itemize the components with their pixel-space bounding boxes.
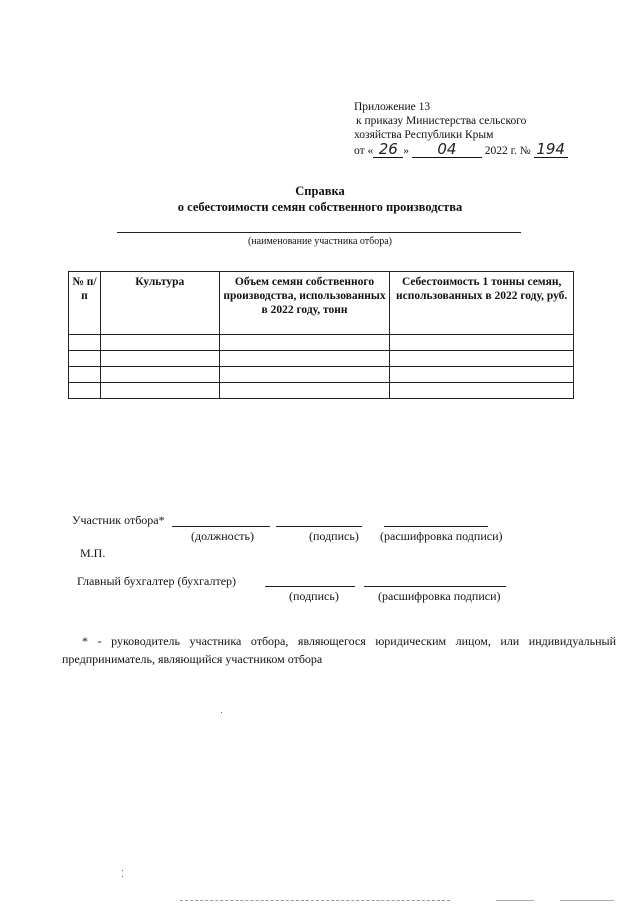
footnote-line-2: предприниматель, являющийся участником отбора (62, 652, 323, 666)
appendix-line-3: хозяйства Республики Крым (354, 129, 494, 141)
acc-signature-line (265, 586, 355, 587)
table-cell (390, 367, 574, 383)
table-cell (100, 367, 219, 383)
table-cell (69, 335, 101, 351)
table-cell (69, 367, 101, 383)
date-mid: » (403, 145, 409, 157)
table-cell (219, 383, 390, 399)
order-number: 194 (534, 143, 568, 158)
date-day: 26 (373, 143, 403, 158)
footnote (62, 632, 616, 668)
doc-title: Справка (295, 184, 345, 198)
acc-signature-caption: (подпись) (289, 589, 339, 603)
scan-edge-line (560, 900, 614, 901)
scan-edge-line (180, 900, 450, 901)
table-cell (219, 351, 390, 367)
header-volume: Объем семян собственного производства, использованных в 2022 году, тонн (219, 272, 390, 335)
decoding-line (384, 526, 488, 527)
appendix-line-1: Приложение 13 (354, 101, 431, 113)
table-row (69, 335, 574, 351)
cost-table (68, 271, 574, 399)
scan-dot (122, 870, 123, 871)
table-row (69, 383, 574, 399)
position-line (172, 526, 270, 527)
decoding-caption: (расшифровка подписи) (380, 529, 503, 543)
scan-edge-line (496, 900, 534, 901)
table-cell (100, 351, 219, 367)
table-header-row (69, 272, 574, 335)
acc-decoding-line (364, 586, 506, 587)
header-culture: Культура (100, 272, 219, 335)
scan-dot (122, 876, 123, 877)
participant-name-line (117, 232, 521, 233)
table-row (69, 351, 574, 367)
header-cost: Себестоимость 1 тонны семян, использованных в 2022 году, руб. (390, 272, 574, 335)
participant-label: Участник отбора* (72, 513, 165, 527)
table-cell (390, 383, 574, 399)
table-cell (69, 383, 101, 399)
date-prefix: от « (354, 145, 374, 157)
appendix-line-2: к приказу Министерства сельского (356, 115, 527, 127)
appendix-header (354, 100, 568, 158)
header-number: № п/п (69, 272, 101, 335)
table-row (69, 367, 574, 383)
scan-dot (221, 712, 222, 713)
table-cell (100, 383, 219, 399)
acc-decoding-caption: (расшифровка подписи) (378, 589, 501, 603)
date-year: 2022 г. № (484, 145, 531, 157)
stamp-label: М.П. (80, 546, 106, 560)
position-caption: (должность) (191, 529, 254, 543)
footnote-line-1: * - руководитель участника отбора, являющегося юридическим лицом, или индивидуальный (82, 634, 616, 648)
signature-line (276, 526, 362, 527)
table-cell (390, 351, 574, 367)
participant-caption: (наименование участника отбора) (248, 236, 392, 247)
table-cell (69, 351, 101, 367)
signature-caption: (подпись) (309, 529, 359, 543)
appendix-date-line (354, 140, 568, 158)
doc-subtitle: о себестоимости семян собственного производства (177, 200, 463, 214)
table-cell (100, 335, 219, 351)
table-cell (390, 335, 574, 351)
table-cell (219, 335, 390, 351)
accountant-label: Главный бухгалтер (бухгалтер) (77, 574, 237, 588)
table-cell (219, 367, 390, 383)
date-month: 04 (412, 143, 482, 158)
